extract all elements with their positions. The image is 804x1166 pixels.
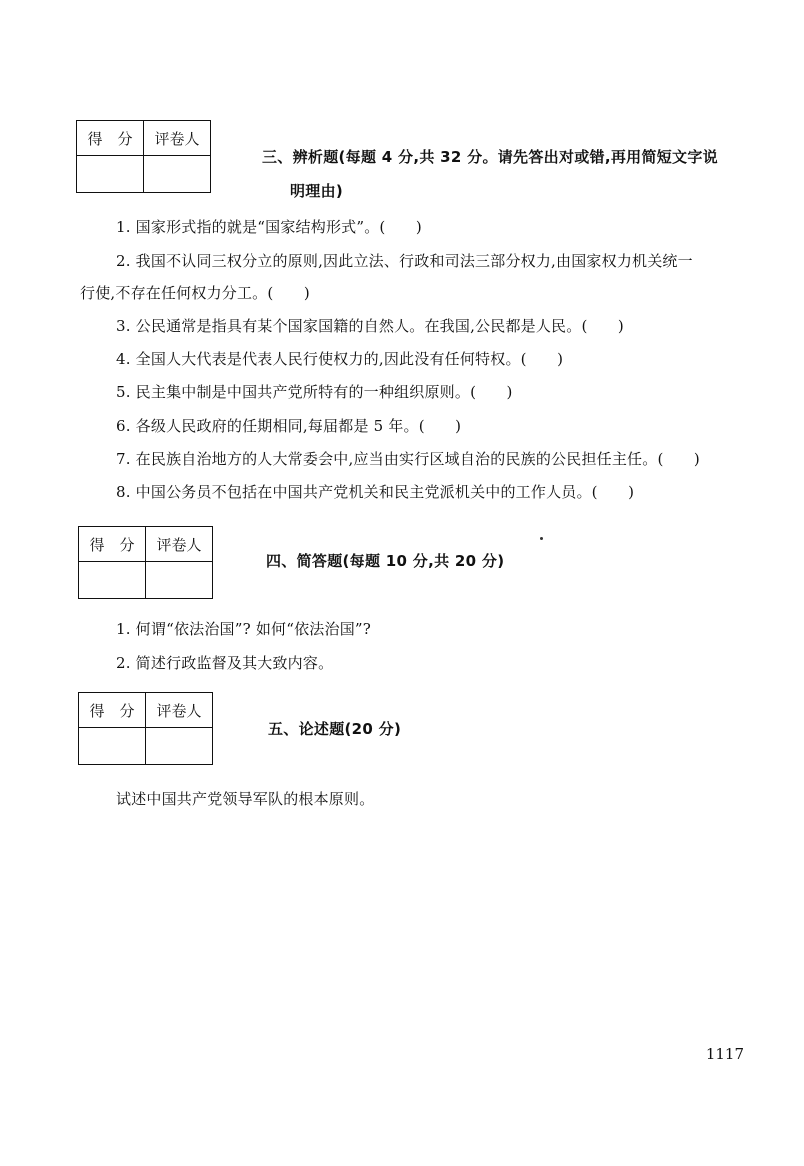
section3-heading-line2: 明理由) — [290, 182, 344, 200]
score-label: 得 分 — [79, 693, 146, 728]
section3-question-2-cont: 行使,不存在任何权力分工。( ) — [80, 284, 310, 302]
score-cell[interactable] — [79, 728, 146, 765]
section3-question-3: 3. 公民通常是指具有某个国家国籍的自然人。在我国,公民都是人民。( ) — [116, 317, 624, 335]
section4-question-2: 2. 简述行政监督及其大致内容。 — [116, 654, 334, 672]
score-box-section5 — [78, 692, 213, 765]
section3-question-7: 7. 在民族自治地方的人大常委会中,应当由实行区域自治的民族的公民担任主任。( ) — [116, 450, 700, 468]
grader-cell[interactable] — [146, 728, 213, 765]
page-number: 1117 — [705, 1045, 744, 1063]
grader-cell[interactable] — [144, 156, 211, 193]
grader-label: 评卷人 — [146, 527, 213, 562]
section3-question-8: 8. 中国公务员不包括在中国共产党机关和民主党派机关中的工作人员。( ) — [116, 483, 635, 501]
section3-question-6: 6. 各级人民政府的任期相同,每届都是 5 年。( ) — [116, 417, 462, 435]
section4-question-1: 1. 何谓“依法治国”? 如何“依法治国”? — [116, 620, 372, 638]
score-box-section3 — [76, 120, 211, 193]
section5-question: 试述中国共产党领导军队的根本原则。 — [116, 790, 375, 808]
grader-cell[interactable] — [146, 562, 213, 599]
score-cell[interactable] — [77, 156, 144, 193]
scan-speck — [540, 537, 543, 540]
grader-label: 评卷人 — [146, 693, 213, 728]
section4-heading: 四、简答题(每题 10 分,共 20 分) — [266, 552, 505, 570]
score-label: 得 分 — [77, 121, 144, 156]
score-cell[interactable] — [79, 562, 146, 599]
section5-heading: 五、论述题(20 分) — [268, 720, 402, 738]
section3-heading-line1: 三、辨析题(每题 4 分,共 32 分。请先答出对或错,再用简短文字说 — [262, 148, 718, 166]
section3-question-1: 1. 国家形式指的就是“国家结构形式”。( ) — [116, 218, 422, 236]
section3-question-5: 5. 民主集中制是中国共产党所特有的一种组织原则。( ) — [116, 383, 513, 401]
section3-question-4: 4. 全国人大代表是代表人民行使权力的,因此没有任何特权。( ) — [116, 350, 564, 368]
score-label: 得 分 — [79, 527, 146, 562]
section3-question-2: 2. 我国不认同三权分立的原则,因此立法、行政和司法三部分权力,由国家权力机关统一 — [116, 252, 693, 270]
grader-label: 评卷人 — [144, 121, 211, 156]
score-box-section4 — [78, 526, 213, 599]
